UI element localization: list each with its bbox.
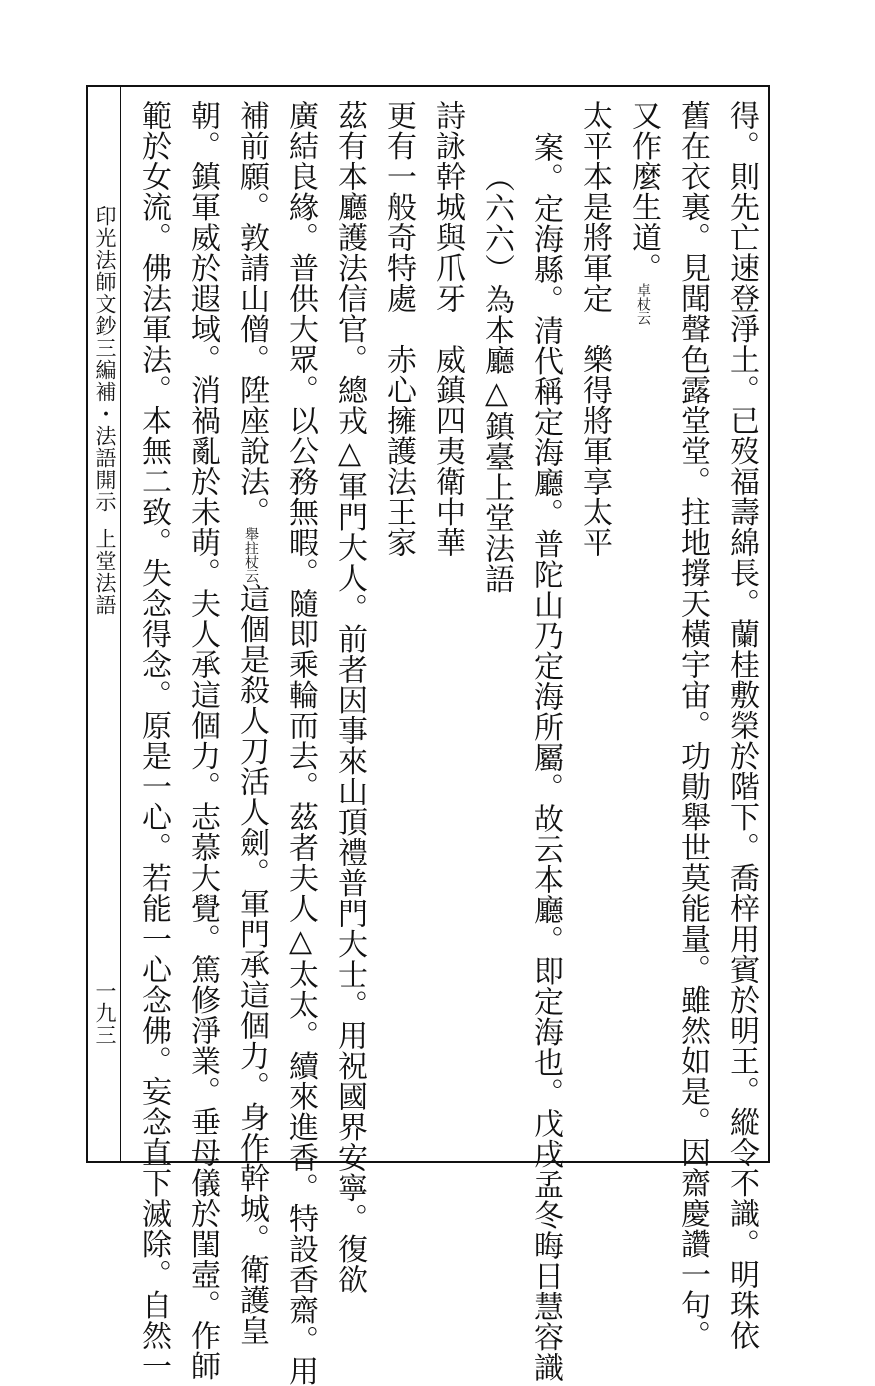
text-column-7: 詩詠幹城與爪牙 威鎮四夷衛中華 <box>430 100 465 558</box>
text-column-10: 廣結良緣。普供大眾。以公務無暇。隨即乘輪而去。茲者夫人△太太。續來進香。特設香齋。用 <box>283 100 318 1386</box>
text-column-12: 朝。鎮軍威於遐域。消禍亂於未萌。夫人承這個力。志慕大覺。篤修淨業。垂母儀於閨壼。作師 <box>185 100 220 1381</box>
section-title: 上堂法語 <box>93 528 117 616</box>
text-column-11-after: 這個是殺人刀活人劍。軍門承這個力。身作幹城。衛護皇 <box>234 583 269 1346</box>
text-column-9: 茲有本廳護法信官。總戎△軍門大人。前者因事來山頂禮普門大士。用祝國界安寧。復欲 <box>332 100 367 1295</box>
text-column-8: 更有一般奇特處 赤心擁護法王家 <box>381 100 416 558</box>
text-column-11-note: 舉拄杖云 <box>243 527 259 583</box>
page-number: 一九三 <box>93 980 117 1046</box>
margin-rule <box>120 85 121 1163</box>
text-column-5: 案。定海縣。清代稱定海廳。普陀山乃定海所屬。故云本廳。即定海也。戊戌孟冬晦日慧容識 <box>528 132 563 1383</box>
section-heading: （六六）為本廳△鎮臺上堂法語 <box>479 162 514 594</box>
text-column-4: 太平本是將軍定 樂得將軍享太平 <box>577 100 612 558</box>
book-title: 印光法師文鈔三編補・法語開示 <box>93 205 117 513</box>
text-column-2: 舊在衣裏。見聞聲色露堂堂。拄地撐天橫宇宙。功勛舉世莫能量。雖然如是。因齋慶讚一句。 <box>675 100 710 1351</box>
text-column-11 <box>232 100 269 1346</box>
text-column-13: 範於女流。佛法軍法。本無二致。失念得念。原是一心。若能一心念佛。妄念直下滅除。自然一 <box>136 100 171 1381</box>
text-column-3-main: 又作麼生道。 <box>626 100 661 283</box>
text-column-1: 得。則先亡速登淨土。已歿福壽綿長。蘭桂敷榮於階下。喬梓用賓於明王。縱令不識。明珠依 <box>724 100 759 1351</box>
text-column-11-main: 補前願。敦請山僧。陞座說法。 <box>234 100 269 527</box>
text-column-3 <box>624 100 661 325</box>
text-column-3-note: 卓杖云 <box>635 283 651 325</box>
